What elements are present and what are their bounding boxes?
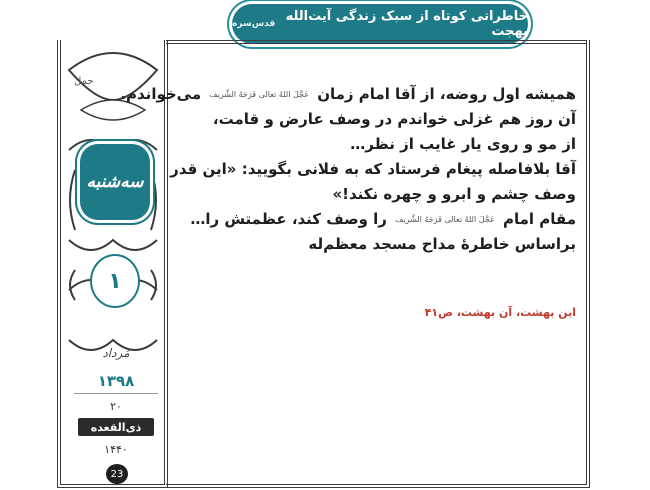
zodiac-month-label: حمل [74, 76, 94, 87]
lunar-day: ۲۰ [110, 400, 122, 413]
honorific-inline: عَجَّلَ اللهُ تعالی فَرَجَهُ الشَّریف [209, 90, 309, 99]
honorific-inline: عَجَّلَ اللهُ تعالی فَرَجَهُ الشَّریف [395, 215, 495, 224]
solar-year: ۱۳۹۸ [97, 372, 135, 390]
gregorian-day: 23 [106, 464, 128, 484]
lunar-year: ۱۴۴۰ [104, 443, 128, 456]
header-title: خاطراتی کوتاه از سبک زندگی آیت‌الله بهجت [285, 9, 528, 39]
text-line-5: وصف چشم و ابرو و چهره نکند!» [332, 185, 576, 203]
header-banner [232, 4, 528, 44]
solar-month: مُرداد [102, 346, 130, 360]
text-line-1: همیشه اول روضه، از آقا امام زمان عَجَّلَ اللهُ تعالی فَرَجَهُ الشَّریف می‌خواندم. [172, 82, 576, 107]
text-line-2: آن روز هم غزلی خواندم در وصف عارض و قامت، [212, 110, 576, 128]
weekday-badge [80, 144, 150, 220]
text-line-4: آقا بلافاصله پیغام فرستاد که به فلانی بگویید: «این قدر [170, 160, 576, 178]
text-line-3: از مو و روی یار غایب از نظر… [350, 135, 576, 153]
divider [74, 393, 158, 394]
lunar-month: ذی‌القعده [78, 418, 154, 436]
day-number: ۱ [90, 254, 140, 308]
text-line-7: براساس خاطرهٔ مداح مسجد معظم‌له [308, 235, 576, 253]
header-honorific: قدس‌سره [232, 19, 276, 29]
memoir-text [120, 82, 576, 257]
weekday-label: سه‌شنبه [86, 172, 144, 192]
text-line-6: مقام امام عَجَّلَ اللهُ تعالی فَرَجَهُ الشَّریف را وصف کند، عظمتش را… [172, 207, 576, 232]
source-citation: این بهشت، آن بهشت، ص۴۱ [424, 306, 576, 319]
